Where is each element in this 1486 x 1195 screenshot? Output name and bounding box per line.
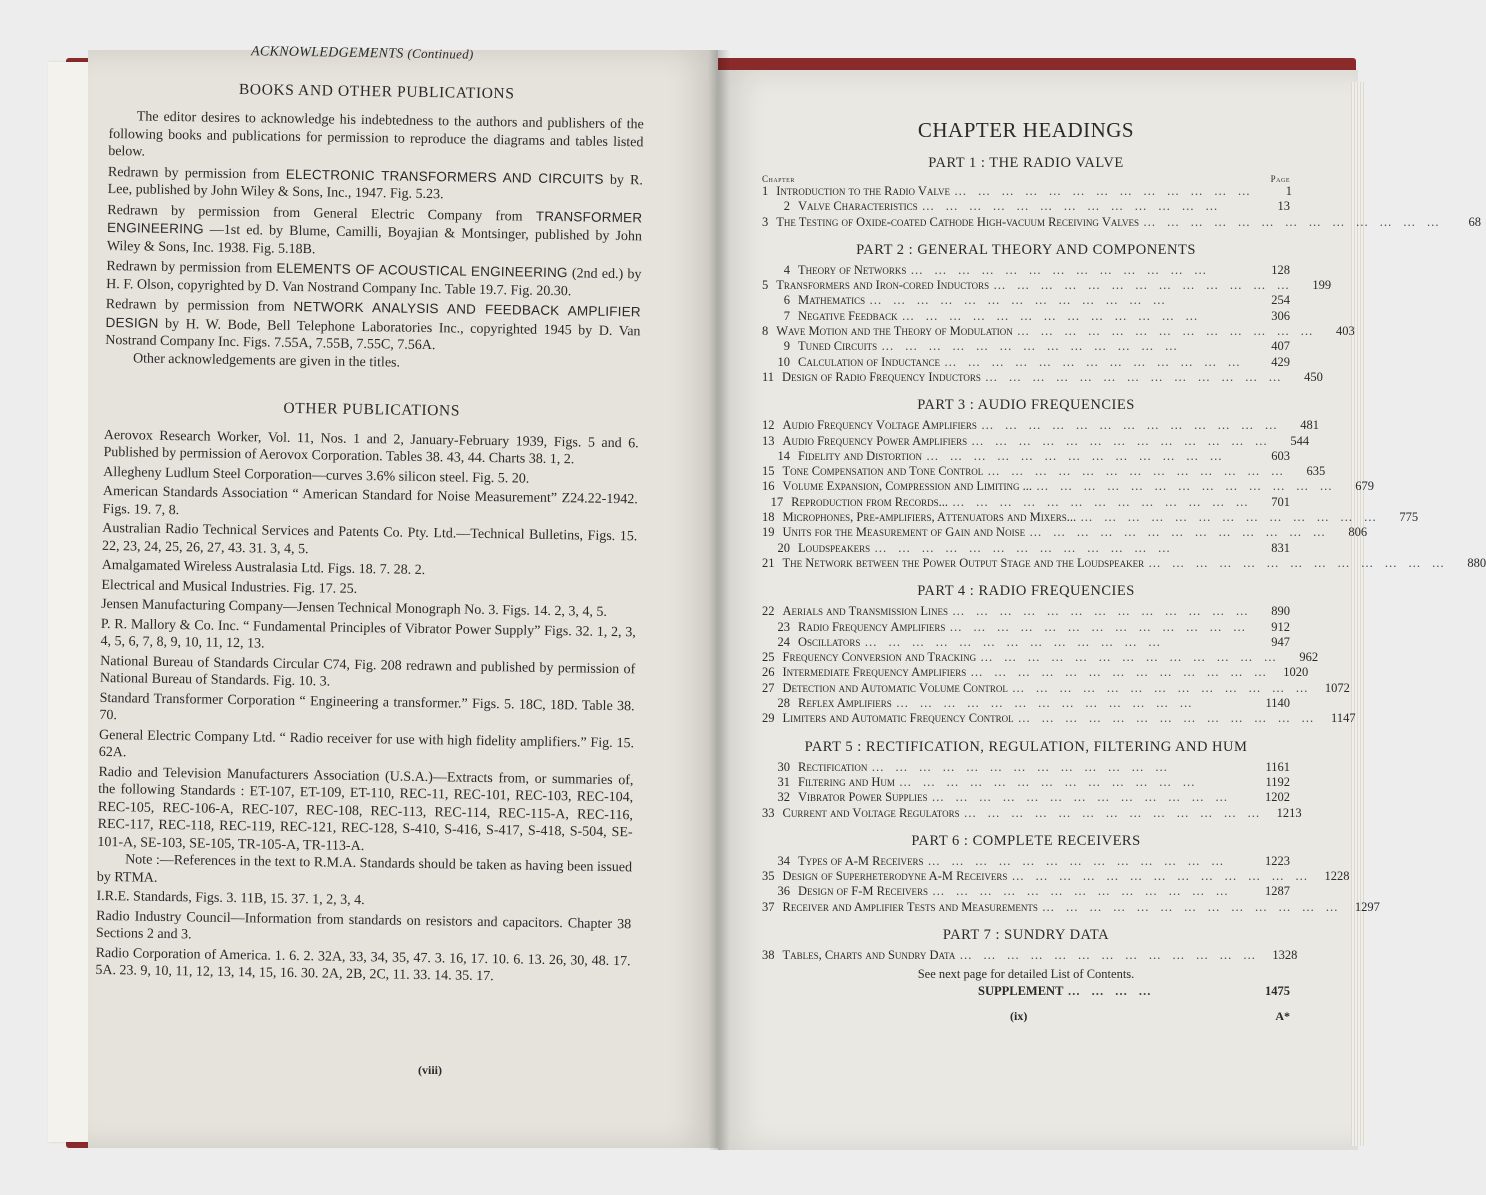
part-heading: PART 6 : COMPLETE RECEIVERS bbox=[911, 832, 1141, 849]
chapter-page: 1328 bbox=[1272, 947, 1298, 962]
citation-prefix: Redrawn by permission from General Electric Company from bbox=[107, 202, 523, 225]
leader-dots: … … … … … … … … … … … … … bbox=[864, 634, 1165, 649]
chapter-number: 27 bbox=[762, 680, 775, 695]
leader-dots: … … … … … … … … … … … … … bbox=[1011, 680, 1312, 695]
chapter-number: 3 bbox=[762, 214, 769, 229]
chapter-title: Limiters and Automatic Frequency Control bbox=[782, 711, 1014, 726]
chapter-number: 26 bbox=[762, 665, 775, 680]
leader-dots: … … … … … … … … … … … … … bbox=[874, 540, 1175, 555]
leader-dots: … … … … … … … … … … … … … bbox=[980, 418, 1281, 433]
book-citation bbox=[106, 257, 641, 301]
publication-entry: Aerovox Research Worker, Vol. 11, Nos. 1 and 2, January-February 1939, Figs. 5 and 6. Published by permission of Aerovox Corporation. Tables 38. 43, 44. Charts 38. 1, 2. bbox=[103, 427, 639, 468]
chapter-row bbox=[762, 884, 1290, 899]
chapter-title: Aerials and Transmission Lines bbox=[782, 604, 948, 619]
part-heading: PART 7 : SUNDRY DATA bbox=[942, 926, 1110, 943]
chapter-number: 20 bbox=[777, 540, 790, 555]
chapter-title: Frequency Conversion and Tracking bbox=[782, 650, 977, 665]
chapter-row bbox=[762, 790, 1290, 805]
chapter-row bbox=[762, 278, 1332, 293]
chapter-page: 775 bbox=[1399, 510, 1419, 525]
publication-entry: Electrical and Musical Industries. Fig. 17. 25. bbox=[101, 577, 358, 597]
other-acknowledgements: Other acknowledgements are given in the titles. bbox=[132, 350, 401, 371]
chapter-page: 1147 bbox=[1331, 711, 1356, 726]
chapter-title: Introduction to the Radio Valve bbox=[776, 184, 951, 198]
chapter-page: 603 bbox=[1271, 448, 1290, 463]
chapter-number: 8 bbox=[762, 324, 769, 339]
chapter-page: 635 bbox=[1306, 464, 1326, 479]
chapter-page: 1202 bbox=[1265, 790, 1290, 805]
chapter-title: Vibrator Power Supplies bbox=[798, 790, 928, 805]
citation-details: by R. Lee, published by John Wiley & Sons, Inc., 1947. Fig. 5.23. bbox=[107, 172, 644, 203]
chapter-row bbox=[762, 635, 1290, 650]
leader-dots: … … … … … … … … … … … … … bbox=[954, 184, 1255, 198]
chapter-title: The Testing of Oxide-coated Cathode High-vacuum Receiving Valves bbox=[776, 214, 1140, 229]
chapter-row bbox=[762, 775, 1290, 790]
part-heading: PART 5 : RECTIFICATION, REGULATION, FILTERING AND HUM bbox=[804, 738, 1248, 755]
leader-dots: … … … … … … … … … … … … … bbox=[1011, 869, 1312, 884]
intro-paragraph: The editor desires to acknowledge his indebtedness to the authors and publishers of the following books and publications for permission to reproduce the diagrams and tables listed below. bbox=[108, 109, 644, 160]
chapter-title: Radio Frequency Amplifiers bbox=[798, 619, 946, 634]
chapter-number: 25 bbox=[762, 650, 775, 665]
chapter-number: 28 bbox=[777, 696, 790, 711]
chapter-page: 1161 bbox=[1265, 759, 1290, 774]
chapter-page: 1192 bbox=[1265, 774, 1290, 789]
leader-dots: … … … … … … … … … … … … … bbox=[959, 947, 1260, 962]
chapter-page: 403 bbox=[1336, 324, 1355, 339]
chapter-row bbox=[762, 199, 1290, 214]
book-citation bbox=[108, 162, 643, 206]
leader-dots: … … … … … … … … … … … … … bbox=[881, 339, 1182, 354]
chapter-number: 9 bbox=[783, 339, 790, 354]
chapter-row bbox=[762, 555, 1486, 571]
leader-dots: … … … … … … … … … … … … … bbox=[993, 278, 1294, 293]
chapter-title: Negative Feedback bbox=[798, 308, 898, 323]
signature-mark: A* bbox=[1275, 1009, 1290, 1024]
running-head bbox=[80, 40, 645, 67]
contents-note: See next page for detailed List of Contents. bbox=[917, 967, 1135, 982]
chapter-page: 806 bbox=[1348, 525, 1368, 540]
chapter-page: 199 bbox=[1312, 278, 1332, 293]
book-title: TRANSFORMER ENGINEERING bbox=[106, 208, 643, 237]
publication-entry: Radio and Television Manufacturers Association (U.S.A.)—Extracts from, or summaries of, the following Standards : ET-107, ET-109, ET-110, REC-11, REC-101, REC-103, REC-104, REC-105, REC-106-A, REC-107, REC-108, REC-113, REC-114, REC-115-A, REC-116, REC-117, REC-118, REC-119, REC-121, REC-128, S-410, S-416, S-417, S-418, S-504, SE-101-A, SE-103, SE-105, TR-105-A, TR-113-A. bbox=[97, 764, 634, 854]
chapter-page: 13 bbox=[1277, 199, 1290, 214]
chapter-page: 1223 bbox=[1265, 853, 1290, 868]
chapter-page: 1020 bbox=[1283, 665, 1309, 680]
publication-entry: Radio Corporation of America. 1. 6. 2. 32A, 33, 34, 35, 47. 3. 16, 17. 10. 6. 13. 26, 30, 48. 17. 5A. 23. 9, 10, 11, 12, 13, 14, 15, 16. 30. 2A, 2B, 2C, 11. 33. 14. 35. 17. bbox=[95, 945, 631, 985]
chapter-title: Receiver and Amplifier Tests and Measurements bbox=[782, 899, 1038, 914]
section-title-books: BOOKS AND OTHER PUBLICATIONS bbox=[238, 80, 515, 102]
chapter-title: Filtering and Hum bbox=[798, 774, 895, 789]
chapter-page: 544 bbox=[1290, 433, 1310, 448]
leader-dots: … … … … … … … … … … … … … bbox=[1148, 555, 1449, 570]
leader-dots: … … … … … … … … … … … … … bbox=[1035, 479, 1336, 494]
supplement-page: 1475 bbox=[1265, 984, 1290, 999]
chapter-number: 13 bbox=[762, 433, 775, 448]
chapter-row bbox=[762, 604, 1290, 619]
chapter-title: Tone Compensation and Tone Control bbox=[782, 464, 984, 479]
chapter-title: Valve Characteristics bbox=[798, 199, 918, 214]
chapter-title: Oscillators bbox=[798, 634, 861, 649]
citation-prefix: Redrawn by permission from bbox=[105, 296, 285, 315]
leader-dots: … … … … … … … … … … … … … bbox=[952, 494, 1252, 509]
chapter-row bbox=[762, 650, 1319, 665]
chapter-number: 33 bbox=[762, 805, 775, 820]
chapter-number: 23 bbox=[777, 619, 790, 634]
book-citation bbox=[105, 295, 641, 358]
chapter-page: 701 bbox=[1271, 494, 1290, 509]
chapter-row bbox=[762, 854, 1290, 869]
chapter-number: 34 bbox=[777, 853, 790, 868]
chapter-page: 450 bbox=[1304, 369, 1323, 384]
chapter-row bbox=[762, 293, 1290, 308]
chapter-title: Design of F-M Receivers bbox=[798, 884, 928, 899]
chapter-page: 880 bbox=[1467, 555, 1486, 570]
chapter-row bbox=[762, 214, 1482, 230]
column-headers bbox=[762, 174, 1290, 184]
publication-entry: Allegheny Ludlum Steel Corporation—curves 3.6% silicon steel. Fig. 5. 20. bbox=[103, 464, 530, 487]
chapter-number: 7 bbox=[783, 308, 790, 323]
chapter-number: 17 bbox=[770, 494, 784, 509]
leader-dots: … … … … … … … … … … … … … bbox=[1041, 899, 1342, 914]
book-title: ELECTRONIC TRANSFORMERS AND CIRCUITS bbox=[285, 166, 604, 187]
chapter-page: 429 bbox=[1271, 354, 1290, 369]
chapter-number: 24 bbox=[777, 634, 790, 649]
chapter-headings-title: CHAPTER HEADINGS bbox=[917, 118, 1135, 142]
chapter-title: Reproduction from Records... bbox=[791, 494, 948, 509]
chapter-title: Microphones, Pre-amplifiers, Attenuators and Mixers... bbox=[782, 510, 1077, 525]
chapter-page: 1297 bbox=[1354, 899, 1380, 914]
parts-list bbox=[762, 155, 1486, 963]
chapter-title: Rectification bbox=[798, 759, 868, 774]
running-head-continued: (Continued) bbox=[407, 45, 474, 62]
chapter-page: 890 bbox=[1271, 604, 1290, 619]
chapter-title: Current and Voltage Regulators bbox=[782, 805, 960, 820]
leader-dots: … … … … … … … … … … … … … bbox=[901, 308, 1202, 323]
leader-dots: … … … … bbox=[1067, 984, 1155, 999]
chapter-title: Reflex Amplifiers bbox=[798, 696, 892, 711]
publication-entry: I.R.E. Standards, Figs. 3. 11B, 15. 37. 1, 2, 3, 4. bbox=[96, 888, 365, 909]
chapter-row bbox=[762, 711, 1356, 726]
chapter-number: 37 bbox=[762, 899, 775, 914]
publication-entry: National Bureau of Standards Circular C74, Fig. 208 redrawn and published by permission of National Bureau of Standards. Fig. 10. 3. bbox=[99, 653, 636, 690]
chapter-row bbox=[762, 760, 1290, 775]
chapter-title: Volume Expansion, Compression and Limiting ... bbox=[782, 479, 1032, 494]
chapter-page: 1072 bbox=[1324, 680, 1350, 695]
chapter-title: The Network between the Power Output Stage and the Loudspeaker bbox=[782, 555, 1145, 570]
leader-dots: … … … … … … … … … … … … … bbox=[987, 464, 1288, 479]
right-folio-row bbox=[762, 1009, 1290, 1024]
publication-entry: Standard Transformer Corporation “ Engineering a transformer.” Figs. 5. 18C, 18D. Table 38. 70. bbox=[99, 690, 635, 724]
chapter-title: Mathematics bbox=[798, 293, 866, 308]
citation-details: —1st ed. by Blume, Camilli, Boyajian & Montsinger, published by John Wiley & Sons, Inc. 1938. Fig. 5.18B. bbox=[106, 222, 643, 257]
book-title: ELEMENTS OF ACOUSTICAL ENGINEERING bbox=[276, 260, 568, 281]
leader-dots: … … … … … … … … … … … … … bbox=[895, 696, 1196, 711]
chapter-number: 6 bbox=[783, 293, 790, 308]
citation-details: by H. W. Bode, Bell Telephone Laboratories Inc., copyrighted 1945 by D. Van Nostrand Company Inc. Figs. 7.55A, 7.55B, 7.55C, 7.56A. bbox=[105, 316, 641, 354]
leader-dots: … … … … … … … … … … … … … bbox=[1080, 510, 1381, 525]
leader-dots: … … … … … … … … … … … … … bbox=[1143, 214, 1444, 229]
running-head-title: ACKNOWLEDGEMENTS bbox=[250, 44, 404, 62]
chapter-title: Theory of Networks bbox=[798, 262, 907, 277]
chapter-page: 481 bbox=[1300, 418, 1319, 433]
column-header-chapter: Chapter bbox=[762, 174, 795, 184]
chapter-title: Audio Frequency Voltage Amplifiers bbox=[782, 418, 977, 433]
chapter-page: 1213 bbox=[1276, 805, 1302, 820]
publication-entry: General Electric Company Ltd. “ Radio receiver for use with high fidelity amplifiers.” Fig. 15. 62A. bbox=[98, 727, 635, 761]
chapter-page: 407 bbox=[1271, 339, 1290, 354]
chapter-number: 15 bbox=[762, 464, 775, 479]
leader-dots: … … … … … … … … … … … … … bbox=[970, 665, 1271, 680]
leader-dots: … … … … … … … … … … … … … bbox=[949, 619, 1250, 634]
chapter-row bbox=[762, 449, 1290, 464]
chapter-title: Calculation of Inductance bbox=[798, 354, 941, 369]
chapter-row bbox=[762, 541, 1290, 556]
publication-entry: Amalgamated Wireless Australasia Ltd. Figs. 18. 7. 28. 2. bbox=[101, 557, 426, 579]
citation-prefix: Redrawn by permission from bbox=[107, 164, 280, 183]
left-folio: (viii) bbox=[418, 1063, 442, 1077]
chapter-row bbox=[762, 947, 1298, 963]
chapter-title: Transformers and Iron-cored Inductors bbox=[776, 278, 990, 293]
publication-entry: Australian Radio Technical Services and Patents Co. Pty. Ltd.—Technical Bulletins, Figs. 15. 22, 23, 24, 25, 26, 27, 43. 31. 3, 4, 5. bbox=[101, 520, 638, 557]
chapter-page: 1287 bbox=[1265, 884, 1290, 899]
chapter-number: 10 bbox=[777, 354, 790, 369]
leader-dots: … … … … … … … … … … … … … bbox=[944, 354, 1245, 369]
chapter-row bbox=[762, 369, 1323, 385]
chapter-row bbox=[762, 680, 1350, 696]
leader-dots: … … … … … … … … … … … … … bbox=[871, 759, 1172, 774]
chapter-number: 36 bbox=[777, 884, 790, 899]
chapter-title: Detection and Automatic Volume Control bbox=[782, 680, 1008, 695]
chapter-row bbox=[762, 869, 1350, 884]
chapter-row bbox=[762, 263, 1290, 278]
chapter-row bbox=[762, 309, 1290, 324]
chapter-row bbox=[762, 805, 1302, 821]
chapter-row bbox=[762, 479, 1374, 494]
chapter-number: 21 bbox=[762, 555, 775, 570]
chapter-row bbox=[762, 184, 1293, 199]
chapter-row bbox=[762, 525, 1368, 540]
chapter-headings-page bbox=[762, 118, 1486, 1024]
chapter-row bbox=[762, 899, 1380, 915]
chapter-row bbox=[762, 339, 1290, 354]
leader-dots: … … … … … … … … … … … … … bbox=[980, 650, 1281, 665]
chapter-row bbox=[762, 620, 1290, 635]
book-gutter bbox=[708, 50, 730, 1150]
chapter-number: 12 bbox=[762, 418, 775, 433]
other-publications-list bbox=[97, 426, 639, 859]
chapter-number: 38 bbox=[762, 947, 775, 962]
chapter-number: 35 bbox=[762, 869, 775, 884]
supplement-label: SUPPLEMENT bbox=[978, 984, 1064, 999]
chapter-row bbox=[762, 665, 1309, 680]
chapter-number: 30 bbox=[777, 759, 790, 774]
leader-dots: … … … … … … … … … … … … … bbox=[952, 604, 1252, 619]
chapter-number: 5 bbox=[762, 278, 769, 293]
chapter-number: 19 bbox=[762, 525, 775, 540]
chapter-title: Design of Superheterodyne A-M Receivers bbox=[782, 869, 1008, 884]
book-title: NETWORK ANALYSIS AND FEEDBACK AMPLIFIER DESIGN bbox=[105, 298, 641, 331]
citation-prefix: Redrawn by permission from bbox=[106, 258, 273, 277]
right-folio: (ix) bbox=[1010, 1009, 1028, 1024]
chapter-title: Units for the Measurement of Gain and Noise bbox=[782, 525, 1026, 540]
chapter-number: 1 bbox=[762, 184, 769, 198]
chapter-title: Intermediate Frequency Amplifiers bbox=[782, 665, 967, 680]
publication-entry: Jensen Manufacturing Company—Jensen Technical Monograph No. 3. Figs. 14. 2, 3, 4, 5. bbox=[101, 596, 608, 620]
chapter-page: 128 bbox=[1271, 262, 1290, 277]
leader-dots: … … … … … … … … … … … … … bbox=[984, 369, 1285, 384]
part-heading: PART 1 : THE RADIO VALVE bbox=[928, 155, 1124, 171]
chapter-number: 18 bbox=[762, 510, 775, 525]
chapter-page: 962 bbox=[1299, 650, 1319, 665]
leader-dots: … … … … … … … … … … … … … bbox=[963, 805, 1264, 820]
chapter-number: 4 bbox=[783, 262, 790, 277]
section-title-other: OTHER PUBLICATIONS bbox=[283, 399, 461, 420]
publication-entry: P. R. Mallory & Co. Inc. “ Fundamental Principles of Vibrator Power Supply” Figs. 32. 1, 2, 3, 4, 5, 6, 7, 8, 9, 10, 11, 12, 13. bbox=[100, 616, 636, 652]
chapter-number: 22 bbox=[762, 604, 775, 619]
chapter-number: 32 bbox=[777, 790, 790, 805]
part-heading: PART 2 : GENERAL THEORY AND COMPONENTS bbox=[856, 241, 1196, 258]
chapter-row bbox=[762, 510, 1419, 525]
part-heading: PART 3 : AUDIO FREQUENCIES bbox=[917, 397, 1135, 414]
leader-dots: … … … … … … … … … … … … … bbox=[931, 790, 1232, 805]
chapter-row bbox=[762, 418, 1319, 433]
chapter-row bbox=[762, 324, 1355, 339]
chapter-number: 16 bbox=[762, 479, 775, 494]
leader-dots: … … … … … … … … … … … … … bbox=[921, 199, 1222, 214]
chapter-page: 1228 bbox=[1324, 869, 1350, 884]
leader-dots: … … … … … … … … … … … … … bbox=[869, 293, 1170, 308]
leader-dots: … … … … … … … … … … … … … bbox=[1016, 324, 1317, 339]
chapter-title: Types of A-M Receivers bbox=[798, 853, 924, 868]
chapter-number: 11 bbox=[762, 369, 775, 384]
chapter-title: Tables, Charts and Sundry Data bbox=[782, 947, 956, 962]
chapter-title: Tuned Circuits bbox=[798, 339, 878, 354]
chapter-page: 254 bbox=[1271, 293, 1290, 308]
rma-note: Note :—References in the text to R.M.A. Standards should be taken as having been issued by RTMA. bbox=[96, 852, 633, 886]
chapter-title: Wave Motion and the Theory of Modulation bbox=[776, 324, 1013, 339]
chapter-number: 31 bbox=[777, 774, 790, 789]
books-list bbox=[105, 162, 643, 357]
chapter-title: Design of Radio Frequency Inductors bbox=[782, 369, 981, 384]
other-publications-list-2 bbox=[95, 888, 631, 988]
chapter-row bbox=[762, 495, 1290, 510]
chapter-number: 2 bbox=[783, 199, 790, 214]
chapter-page: 679 bbox=[1355, 479, 1374, 494]
part-heading: PART 4 : RADIO FREQUENCIES bbox=[917, 583, 1135, 600]
acknowledgements-page bbox=[95, 40, 645, 988]
chapter-page: 1 bbox=[1285, 184, 1293, 198]
chapter-row bbox=[762, 355, 1290, 370]
chapter-page: 306 bbox=[1271, 308, 1290, 323]
chapter-row bbox=[762, 696, 1290, 711]
chapter-title: Loudspeakers bbox=[798, 540, 871, 555]
publication-entry: Radio Industry Council—Information from standards on resistors and capacitors. Chapter 38 Sections 2 and 3. bbox=[95, 908, 632, 943]
chapter-title: Fidelity and Distortion bbox=[798, 448, 923, 463]
leader-dots: … … … … … … … … … … … … … bbox=[910, 262, 1211, 277]
chapter-number: 29 bbox=[762, 711, 775, 726]
citation-details: (2nd ed.) by H. F. Olson, copyrighted by D. Van Nostrand Company Inc. Table 19.7. Fig. 20.30. bbox=[106, 266, 642, 299]
publication-entry: American Standards Association “ American Standard for Noise Measurement” Z24.22-1942. Figs. 19. 7, 8. bbox=[102, 483, 638, 518]
chapter-page: 1140 bbox=[1265, 696, 1290, 711]
leader-dots: … … … … … … … … … … … … … bbox=[926, 448, 1227, 463]
chapter-row bbox=[762, 433, 1310, 449]
chapter-row bbox=[762, 464, 1326, 479]
leader-dots: … … … … … … … … … … … … … bbox=[1017, 711, 1318, 726]
column-header-page: Page bbox=[1270, 174, 1290, 184]
chapter-title: Audio Frequency Power Amplifiers bbox=[782, 433, 968, 448]
chapter-page: 831 bbox=[1271, 540, 1290, 555]
leader-dots: … … … … … … … … … … … … … bbox=[898, 774, 1199, 789]
chapter-page: 947 bbox=[1271, 634, 1290, 649]
chapter-page: 68 bbox=[1468, 214, 1482, 229]
supplement-row bbox=[762, 984, 1290, 999]
leader-dots: … … … … … … … … … … … … … bbox=[1029, 525, 1330, 540]
page-edges bbox=[1351, 82, 1365, 1146]
chapter-page: 912 bbox=[1271, 619, 1290, 634]
leader-dots: … … … … … … … … … … … … … bbox=[927, 853, 1228, 868]
chapter-number: 14 bbox=[777, 448, 790, 463]
leader-dots: … … … … … … … … … … … … … bbox=[931, 884, 1232, 899]
book-citation bbox=[107, 200, 643, 263]
leader-dots: … … … … … … … … … … … … … bbox=[971, 433, 1272, 448]
